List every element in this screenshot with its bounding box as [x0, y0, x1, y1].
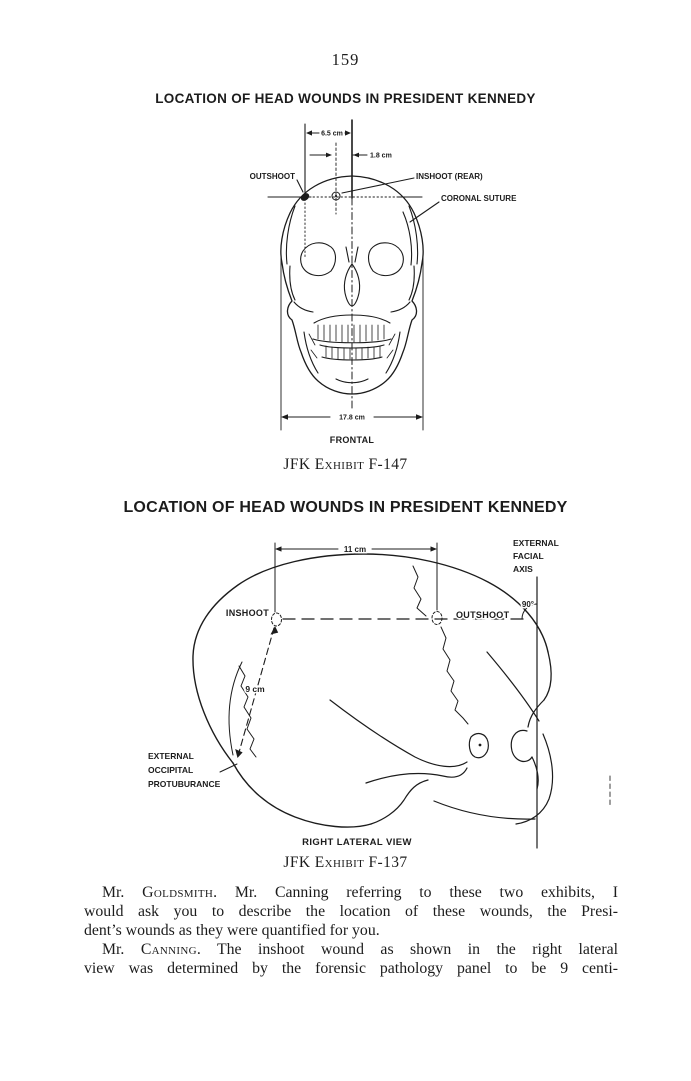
- speaker-name: Canning: [140, 941, 197, 958]
- eop-label-line3: PROTUBURANCE: [148, 779, 221, 789]
- span-arrow-left: [275, 546, 282, 551]
- jaw-bottom-curve: [434, 801, 535, 819]
- speaker-prefix: Mr.: [102, 941, 141, 958]
- exhibit-f147-title: LOCATION OF HEAD WOUNDS IN PRESIDENT KENNEDY: [155, 91, 536, 106]
- axis-label-line1: EXTERNAL: [513, 538, 559, 548]
- width-arrow-right: [416, 414, 423, 420]
- line-text: would ask you to describe the location of these wounds, the Presi-: [84, 903, 618, 920]
- inshoot-label: INSHOOT: [225, 608, 269, 618]
- lateral-view-label: RIGHT LATERAL VIEW: [302, 837, 412, 848]
- eop-label-line2: OCCIPITAL: [148, 765, 194, 775]
- dim-18-arrow-right: [353, 153, 359, 158]
- exhibit-f147-caption: JFK Exhibit F-147: [283, 456, 408, 473]
- left-orbit: [301, 243, 336, 276]
- skull-base-rear: [233, 763, 371, 827]
- dim-skull-width-label: 17.8 cm: [339, 414, 365, 422]
- line-text: . Mr. Canning referring to these two exhibits, I: [213, 884, 618, 901]
- page-number: 159: [331, 50, 360, 69]
- angle-label: 90°: [521, 600, 534, 609]
- right-orbit: [369, 243, 404, 276]
- coronal-leader: [410, 202, 439, 222]
- frontal-skull-diagram: [224, 116, 526, 454]
- forehead-front: [544, 652, 551, 700]
- inshoot-marker-dot: [335, 195, 337, 197]
- coronal-suture-zigzag: [413, 566, 468, 724]
- line-text: view was determined by the forensic pathology panel to be 9 centi-: [84, 960, 618, 977]
- transcript: [84, 883, 618, 978]
- transcript-line: [84, 902, 618, 921]
- outshoot-leader: [297, 180, 303, 192]
- dim-18-arrow-left: [326, 153, 332, 158]
- speaker-prefix: Mr.: [102, 884, 143, 901]
- frontal-view-label: FRONTAL: [329, 435, 375, 445]
- axis-label-line2: FACIAL: [513, 551, 544, 561]
- inshoot-marker: [272, 613, 282, 626]
- dim-65-arrow-left: [306, 130, 312, 135]
- dim-eop-label: 9 cm: [245, 684, 265, 694]
- outshoot-label: OUTSHOOT: [249, 172, 295, 181]
- dim-outshoot-midline-label: 6.5 cm: [321, 130, 343, 138]
- orbit: [511, 730, 532, 761]
- zygomatic-arch: [366, 768, 467, 783]
- eop-arrow-bottom: [235, 749, 242, 758]
- transcript-line: [84, 959, 618, 978]
- eop-label-line1: EXTERNAL: [148, 751, 194, 761]
- speaker-name: Goldsmith: [142, 884, 214, 901]
- transcript-line: [84, 940, 618, 959]
- outshoot-marker: [432, 612, 442, 625]
- span-arrow-right: [431, 546, 438, 551]
- axis-label-line3: AXIS: [513, 564, 533, 574]
- outshoot-label: OUTSHOOT: [456, 610, 510, 620]
- lateral-skull-diagram: [140, 533, 632, 860]
- inshoot-rear-label: INSHOOT (REAR): [416, 172, 483, 181]
- exhibit-f137-caption: JFK Exhibit F-137: [283, 854, 408, 871]
- line-text: . The inshoot wound as shown in the right lateral: [196, 941, 618, 958]
- brow-line: [528, 700, 544, 727]
- mastoid-line: [371, 780, 428, 824]
- jaw-front: [516, 734, 553, 824]
- dim-inshoot-midline-label: 1.8 cm: [370, 152, 392, 160]
- upper-teeth: [318, 325, 384, 342]
- exhibit-f137-title: LOCATION OF HEAD WOUNDS IN PRESIDENT KENNEDY: [123, 499, 568, 516]
- width-arrow-left: [281, 414, 288, 420]
- transcript-line: [84, 883, 618, 902]
- line-text: dent’s wounds as they were quantified for you.: [84, 922, 380, 939]
- sphenoid-border: [487, 652, 539, 721]
- dim-65-arrow-right: [345, 130, 351, 135]
- ear-dot: [479, 744, 482, 747]
- cranial-vault: [193, 554, 548, 763]
- coronal-suture-label: CORONAL SUTURE: [441, 194, 517, 203]
- left-temporal-line: [286, 206, 295, 300]
- coronal-suture-lines: [403, 206, 418, 300]
- eop-arrow-top: [271, 626, 279, 635]
- temporal-arc: [330, 700, 467, 767]
- dim-span-label: 11 cm: [343, 545, 367, 554]
- inner-rear-line: [229, 662, 242, 755]
- transcript-line: [84, 921, 618, 940]
